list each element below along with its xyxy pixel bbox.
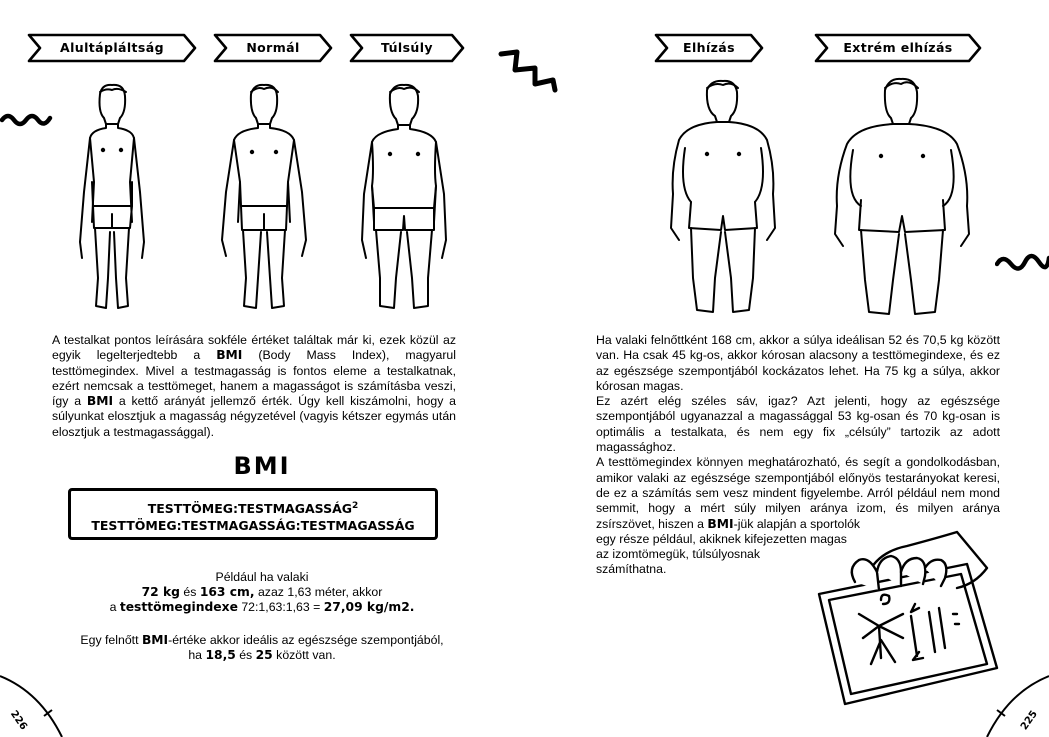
formula-box (68, 488, 438, 540)
example-a: a (109, 600, 120, 614)
limitations-line-3: számíthatna. (596, 562, 667, 577)
page-number: 226 (7, 708, 29, 733)
category-label: Normál (246, 40, 300, 55)
category-banner-underweight (26, 32, 198, 64)
range-low: 18,5 (205, 648, 236, 662)
example-index-term: testtömegindexe (119, 600, 238, 614)
category-label: Alultápláltság (60, 40, 164, 55)
example-calc: 72:1,63:1,63 = (237, 600, 324, 614)
limitations-line-1: egy része például, akiknek kifejezetten magas (596, 531, 847, 546)
page-corner-arc (979, 672, 1049, 737)
example-line-3 (0, 600, 524, 615)
example-result: 27,09 kg/m2. (323, 600, 415, 614)
squiggle-decoration (0, 108, 56, 130)
right-page (525, 0, 1049, 737)
hand-holding-chart-illustration (807, 528, 1007, 710)
intro-paragraph (52, 333, 456, 440)
note-ha: ha (188, 648, 206, 662)
paragraph-ideal-weight: Ha valaki felnőttként 168 cm, akkor a súlya ideálisan 52 és 70,5 kg között van. Ha csak 45 kg-os, akkor kórosan alacsony a testtömegindexe, és ez az egészsége szempontjából kockázatos lehet. Ha 75 kg a súlya, akkor kórosan magas. (596, 333, 1000, 393)
bmi-term: BMI (216, 348, 243, 363)
bmi-term: BMI (86, 394, 114, 409)
formula-line-1 (71, 498, 435, 517)
body-figure-extreme-obese (827, 76, 977, 320)
example-line-2 (0, 585, 524, 600)
bmi-term: BMI (141, 633, 169, 647)
bmi-term: BMI (707, 516, 734, 531)
category-banner-normal (212, 32, 334, 64)
body-figure-normal (214, 82, 314, 316)
example-and: és (179, 585, 200, 599)
range-high: 25 (255, 648, 273, 662)
note-pre: Egy felnőtt (80, 633, 142, 647)
page-corner-arc (0, 672, 70, 737)
body-figure-underweight (62, 82, 162, 316)
category-label: Extrém elhízás (843, 40, 953, 55)
paragraph-range: Ez azért elég széles sáv, igaz? Azt jelenti, hogy az egészsége szempontjából ugyanazzal a magassággal 53 kg-osan és 70 kg-osan is optimális a testalkata, és nem egy fix „célsúly” tartozik az adott magassághoz. (596, 394, 1000, 455)
intro-text-3: a kettő arányát jellemző érték. Úgy kell kiszámolni, hogy a súlyunkat elosztjuk a magasság négyzetével (vagyis kétszer egymás után elosztjuk a testmagassággal). (52, 394, 456, 439)
note-line-2 (0, 648, 524, 663)
category-label: Elhízás (683, 40, 735, 55)
left-page (0, 0, 524, 737)
limitations-line-2: az izomtömegük, túlsúlyosnak (596, 547, 761, 562)
formula-line-2: TESTTÖMEG:TESTMAGASSÁG:TESTMAGASSÁG (91, 518, 415, 534)
category-banner-extreme-obesity (813, 32, 983, 64)
ideal-range-note (0, 633, 524, 663)
category-label: Túlsúly (381, 40, 433, 55)
example-block (0, 570, 524, 615)
example-weight: 72 kg (141, 585, 180, 599)
limitations-text-2: -jük alapján a sportolók (733, 516, 861, 531)
note-mid: -értéke akkor ideális az egészsége szempontjából, (168, 633, 444, 647)
squiggle-decoration (995, 250, 1049, 274)
note-end: között van. (272, 648, 336, 662)
note-and: és (235, 648, 256, 662)
example-line-1: Például ha valaki (215, 570, 309, 584)
limitations-text: A testtömegindex könnyen meghatározható, és segít a gondolkodásban, amikor valaki az egészsége szempontjából előnyös testarányokat keresi, de ez a számítás sem vesz mindent figyelembe. Arról például nem mond semmit, hogy a mért súly milyen aránya izom, és milyen aránya zsírszövet, hiszen a (596, 455, 1000, 531)
paragraph-limitations (596, 455, 1000, 531)
example-rest: azaz 1,63 méter, akkor (254, 585, 383, 599)
bmi-heading: BMI (233, 452, 291, 480)
note-line-1 (0, 633, 524, 648)
formula-text: TESTTÖMEG:TESTMAGASSÁG (147, 501, 353, 517)
category-banner-overweight (348, 32, 466, 64)
page-number: 225 (1018, 708, 1040, 733)
category-banner-obesity (653, 32, 765, 64)
intro-text-2: (Body Mass Index), magyarul testtömegindex. Mivel a testmagasság is fontos eleme a testalkatnak, ezért nemcsak a testtömeget, hanem a magasságot is számításba veszi, így a (52, 348, 456, 409)
example-height: 163 cm, (199, 585, 255, 599)
formula-exponent: 2 (352, 501, 359, 511)
body-figure-overweight (354, 82, 454, 316)
intro-text-1: A testalkat pontos leírására sokféle értéket találtak már ki, ezek közül az egyik legelterjedtebb a (52, 333, 456, 363)
squiggle-decoration (497, 46, 577, 94)
body-figure-obese (661, 78, 785, 318)
